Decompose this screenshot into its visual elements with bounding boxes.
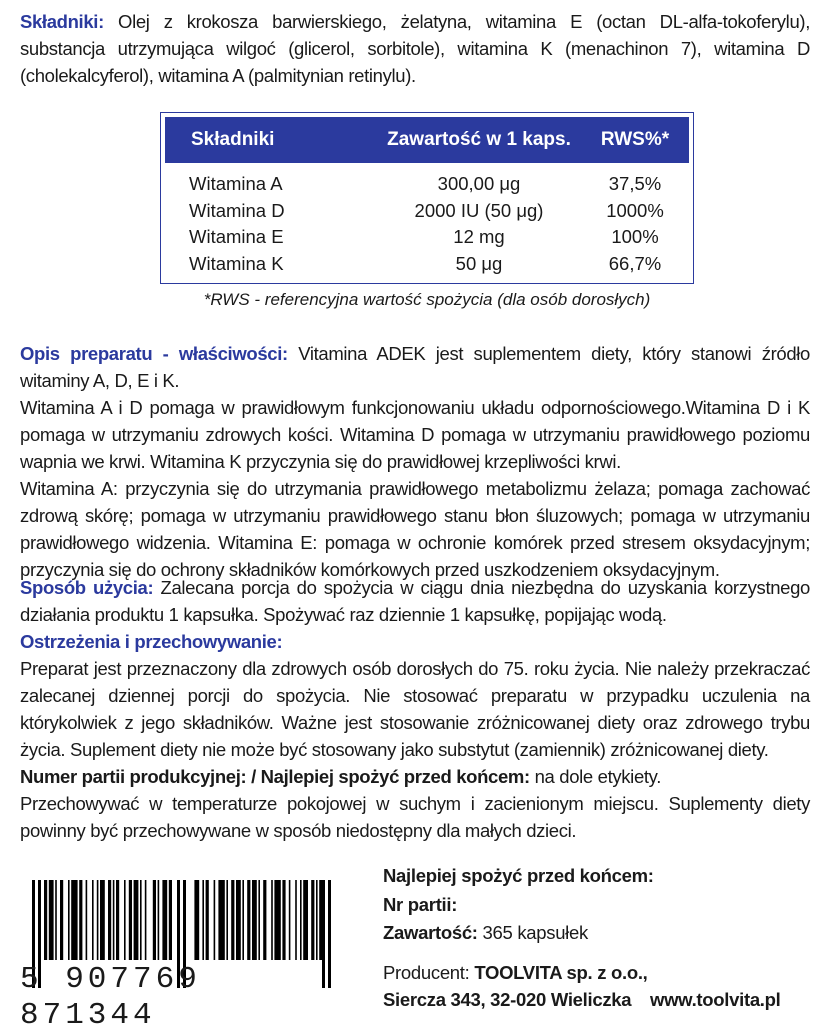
usage-text: Zalecana porcja do spożycia w ciągu dnia niezbędna do uzyskania korzystnego działania produktu 1 kapsułka. Spożywać raz dziennie 1 kapsułkę, popijając wodą. (20, 577, 810, 625)
warnings-text: Preparat jest przeznaczony dla zdrowych osób dorosłych do 75. roku życia. Nie należy przekraczać zalecanej dziennej porcji do spożycia. Nie stosować preparatu w przypadku uczulenia na którykolwiek z jego składników. Ważne jest stosowanie zróżnicowanej diety oraz zdrowego trybu życia. Suplement diety nie może być stosowany jako substytut (zamiennik) zróżnicowanej diety. (20, 658, 810, 760)
ingredients-paragraph (20, 8, 810, 89)
table-cell-rws: 37,5% (608, 173, 662, 194)
table-cell-rws: 100% (611, 226, 659, 247)
table-row (165, 198, 689, 225)
table-footnote: *RWS - referencyjna wartość spożycia (dla osób dorosłych) (203, 290, 651, 309)
table-cell-rws: 66,7% (608, 252, 662, 274)
table-cell-amount: 300,00 μg (437, 173, 521, 194)
description-paragraph (20, 340, 810, 394)
storage-paragraph: Przechowywać w temperaturze pokojowej w suchym i zacienionym miejscu. Suplementy diety powinny być przechowywane w sposób niedostępny dla małych dzieci. (20, 793, 810, 841)
warnings-heading (20, 628, 810, 655)
table-cell-rws: 1000% (606, 199, 664, 221)
table-cell-name: Witamina A (189, 173, 283, 194)
producer-line (383, 960, 648, 986)
best-before-label: Najlepiej spożyć przed końcem: (383, 865, 654, 886)
table-cell-amount: 2000 IU (50 μg) (414, 199, 544, 221)
table-cell-name: Witamina D (189, 199, 285, 221)
description-paragraph-3: Witamina A: przyczynia się do utrzymania prawidłowego metabolizmu żelaza; pomaga zachować zdrową skórę; pomaga w utrzymaniu prawidłowego stanu błon śluzowych; pomaga w utrzymaniu prawidłowego widzenia. Witamina E: pomaga w ochronie komórek przed stresem oksydacyjnym; przyczynia się do ochrony składników komórkowych przed uszkodzeniem oksydacyjnym. (20, 478, 810, 580)
producer-name: TOOLVITA sp. z o.o., (474, 962, 648, 983)
table-row (165, 171, 689, 198)
table-row (165, 251, 689, 278)
table-cell-amount: 50 μg (455, 252, 503, 274)
batch-paragraph (20, 763, 810, 790)
description-text: Vitamina ADEK jest suplementem diety, który stanowi źródło witaminy A, D, E i K. (20, 343, 810, 391)
table-cell-name: Witamina E (189, 226, 284, 247)
ingredients-label: Składniki: (20, 11, 104, 32)
producer-address: Siercza 343, 32-020 Wieliczka (383, 989, 632, 1010)
warnings-label: Ostrzeżenia i przechowywanie: (20, 631, 283, 652)
contents-line (383, 920, 588, 946)
producer-website: www.toolvita.pl (650, 989, 781, 1010)
usage-paragraph (20, 574, 810, 628)
ingredients-text: Olej z krokosza barwierskiego, żelatyna, witamina E (octan DL-alfa-tokoferylu), substancja utrzymująca wilgoć (glicerol, sorbitole), witamina K (menachinon 7), witamina D (cholekalcyferol), witamina A (palmitynian retinylu). (20, 11, 810, 86)
contents-label: Zawartość: (383, 922, 478, 943)
table-header-ingredient: Składniki (191, 129, 275, 150)
table-body (165, 171, 689, 277)
table-header (165, 117, 689, 163)
contents-value: 365 kapsułek (477, 922, 588, 943)
batch-rest-text: na dole etykiety. (529, 766, 661, 787)
table-row (165, 224, 689, 251)
table-header-rws: RWS%* (600, 129, 670, 150)
barcode-digits: 5 907769 871344 (20, 962, 201, 1033)
batch-bold-text: Numer partii produkcyjnej: / Najlepiej spożyć przed końcem: (20, 766, 530, 787)
producer-label: Producent: (383, 962, 475, 983)
batch-number-label: Nr partii: (383, 894, 458, 915)
usage-label: Sposób użycia: (20, 577, 154, 598)
description-paragraph-2: Witamina A i D pomaga w prawidłowym funkcjonowaniu układu odpornościowego.Witamina D i K pomaga w utrzymaniu zdrowych kości. Witamina D pomaga w utrzymaniu prawidłowego poziomu wapnia we krwi. Witamina K przyczynia się do prawidłowej krzepliwości krwi. (20, 397, 810, 472)
table-cell-name: Witamina K (189, 252, 284, 274)
table-cell-amount: 12 mg (453, 226, 505, 247)
table-header-content: Zawartość w 1 kaps. (387, 129, 571, 150)
description-label: Opis preparatu - właściwości: (20, 343, 288, 364)
nutrition-table (160, 112, 694, 284)
